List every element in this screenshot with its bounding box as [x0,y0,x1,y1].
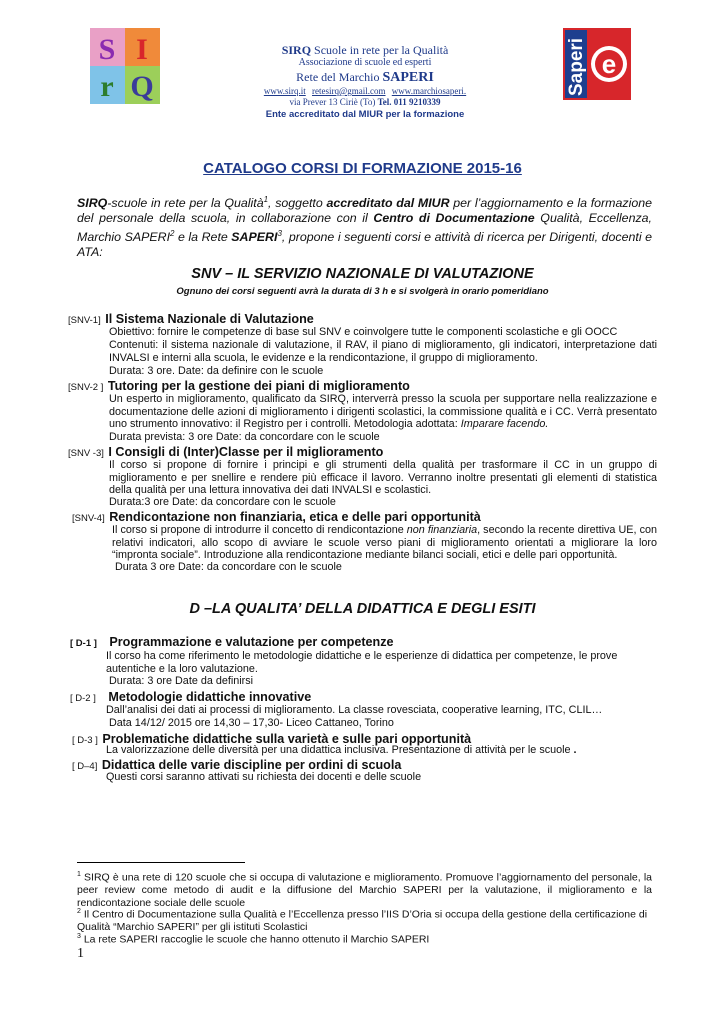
header-rete-prefix: Rete del Marchio [296,70,383,84]
course-text-italic: non finanziaria [406,524,478,536]
website-link[interactable]: www.sirq.it [263,86,306,96]
intro-centro: Centro di Documentazione [373,211,535,226]
intro-text-5: e la Rete [174,230,232,245]
course-title: Il Sistema Nazionale di Valutazione [105,312,314,326]
didattica-section-title: D –LA QUALITA’ DELLA DIDATTICA E DEGLI ESITI [189,601,536,617]
course-d-1-text: Il corso ha come riferimento le metodologie didattiche e le esperienze di didattica per competenze, le prove autentiche e la loro valutazione. [106,650,618,675]
phone-text: Tel. 011 9210339 [377,97,441,107]
footnote-2 [77,906,652,934]
header-title-bold: SIRQ [281,43,312,57]
course-code: [SNV-1] [68,315,101,326]
snv-section-subtitle: Ognuno dei corsi seguenti avrà la durata di 3 h e si svolgerà in orario pomeridiano [176,286,549,297]
course-snv-3-text: Il corso si propone di fornire i principi e gli strumenti della qualità per trasformare il CC in un gruppo di miglioramento e per snellire e rendere più efficace il lavoro. Verranno inoltre presentati gli elementi di statistica della qualità per una lettura innovativa dei dati INVALSI e scolastici. [109,459,657,497]
header-association: Associazione di scuole ed esperti [298,57,432,68]
course-d-1-duration: Durata: 3 ore Date da definirsi [109,675,254,687]
course-d-3-text [106,744,666,757]
course-text: La valorizzazione delle diversità per una didattica inclusiva. Presentazione di attività per le scuole [106,744,571,756]
course-text-bold: . [570,744,577,756]
footnote-separator [77,862,245,863]
saperi-logo [563,28,631,100]
course-code: [SNV-2 ] [68,382,104,393]
sirq-logo-s: S [98,33,116,66]
footnote-1 [77,869,652,909]
footnote-text: La rete SAPERI raccoglie le scuole che hanno ottenuto il Marchio SAPERI [80,933,430,946]
intro-text-3: per l’aggiornamento e la formazione del personale della scuola, in collaborazione con il [77,196,652,226]
intro-text-1: -scuole in rete per la Qualità [107,196,264,211]
intro-text-2: , soggetto [268,196,327,211]
footnote-ref-3[interactable]: 3 [277,229,282,239]
course-code: [SNV-4] [72,513,105,524]
header-title [200,43,530,58]
course-snv-4-duration: Durata 3 ore Date: da concordare con le scuole [115,561,342,573]
course-d-2-text: Dall’analisi dei dati ai processi di miglioramento. La classe rovesciata, cooperative learning, ITC, CLIL… [106,704,603,716]
header-address [200,97,530,107]
course-d-2-duration: Data 14/12/ 2015 ore 14,30 – 17,30- Liceo Cattaneo, Torino [109,717,394,729]
intro-saperi: SAPERI [231,230,278,245]
course-snv-1-line-1: Obiettivo: fornire le competenze di base sul SNV e coinvolgere tutte le componenti scolastiche e gli OOCC [109,326,618,338]
footnote-ref-2[interactable]: 2 [170,229,175,239]
course-snv-4-text [112,524,657,562]
saperi-website-link[interactable]: www.marchiosaperi. [391,86,467,96]
saperi-logo-text: Saperi [566,37,587,96]
footnote-ref-1[interactable]: 1 [263,195,269,204]
course-snv-1-duration: Durata: 3 ore. Date: da definire con le scuole [109,365,324,377]
saperi-logo-e: e [601,49,617,79]
address-text: via Prever 13 Ciriè (To) [289,97,378,107]
course-code: [ D–4] [72,761,98,772]
header-rete [200,70,530,86]
course-d-4-text: Questi corsi saranno attivati su richiesta dei docenti e delle scuole [106,771,422,783]
course-d-1 [70,633,394,651]
course-title: Problematiche didattiche sulla varietà e sulle pari opportunità [102,732,472,746]
course-title: Rendicontazione non finanziaria, etica e delle pari opportunità [109,510,481,524]
footnote-3 [77,931,652,946]
sirq-logo-r: r [100,70,114,103]
course-snv-1-line-2: Contenuti: il sistema nazionale di valutazione, il RAV, il piano di miglioramento, gli indicatori, interpretazione dati INVALSI e interni alla scuola, le evidenze e la rendicontazione, il gruppo di miglioramento. [109,339,657,364]
footnote-number: 3 [77,933,81,940]
header-rete-bold: SAPERI [382,70,434,85]
page-number: 1 [77,946,84,961]
course-text-italic: Imparare facendo. [460,418,549,431]
sirq-logo [90,28,160,104]
header-links [200,86,530,96]
course-title: Programmazione e valutazione per competenze [109,635,394,649]
header-title-rest: Scuole in rete per la Qualità [311,43,449,57]
header-accreditation: Ente accreditato dal MIUR per la formazione [265,109,465,120]
course-title: Didattica delle varie discipline per ordini di scuola [101,758,402,772]
catalog-title: CATALOGO CORSI DI FORMAZIONE 2015-16 [203,160,522,177]
course-code: [ D-1 ] [70,638,97,649]
course-snv-2-duration: Durata prevista: 3 ore Date: da concordare con le scuole [109,431,380,443]
course-code: [ D-3 ] [72,735,98,746]
email-link[interactable]: retesirq@gmail.com [312,86,386,96]
footnote-text: Il Centro di Documentazione sulla Qualità e l’Eccellenza presso l’IIS D’Oria si occupa della gestione della certificazione di Qualità “Marchio SAPERI” per gli istituti Scolastici [77,908,648,933]
course-snv-3-duration: Durata:3 ore Date: da concordare con le scuole [109,496,336,508]
course-code: [ D-2 ] [70,693,96,704]
course-snv-2-text [109,393,657,431]
course-title: Metodologie didattiche innovative [108,690,312,704]
footnote-number: 2 [77,908,81,915]
course-title: I Consigli di (Inter)Classe per il miglioramento [108,445,384,459]
course-title: Tutoring per la gestione dei piani di miglioramento [107,379,410,393]
footnote-number: 1 [77,871,81,878]
course-text: Un esperto in miglioramento, qualificato da SIRQ, interverrà presso la scuola per supportare nella realizzazione e documentazione delle azioni di miglioramento i dirigenti scolastici, la commissione qualità e i CC. Verrà presentato uno strumento innovativo: il Registro per i controlli. Metodologia adottata: [109,393,657,431]
sirq-logo-q: Q [130,70,154,103]
intro-text-6: , propone i seguenti corsi e attività di ricerca per Dirigenti, docenti e ATA: [77,230,652,260]
intro-sirq: SIRQ [77,196,108,211]
snv-section-title: SNV – IL SERVIZIO NAZIONALE DI VALUTAZIONE [191,266,534,282]
course-text-2: , secondo la recente direttiva UE, con relativi indicatori, allo scopo di avviare le scuole verso piani di miglioramento orientati a migliorare la loro “impronta sociale”. Introduzione alla rendicontazione mediante bilanci sociali, etici e delle pari opportunità. [112,524,657,562]
course-text: Il corso si propone di introdurre il concetto di rendicontazione [112,524,407,536]
intro-accreditation: accreditato dal MIUR [326,196,450,211]
intro-text-4: Qualità, Eccellenza, Marchio SAPERI [77,211,652,245]
course-code: [SNV -3] [68,448,104,459]
footnote-text: SIRQ è una rete di 120 scuole che si occupa di valutazione e miglioramento. Promuove l’aggiornamento del personale, la peer review come metodo di audit e la diffusione del Marchio SAPERI per la valutazione, il miglioramento e la rendicontazione sociale delle scuole [77,871,652,909]
sirq-logo-i: I [136,33,148,66]
intro-paragraph [77,192,652,260]
